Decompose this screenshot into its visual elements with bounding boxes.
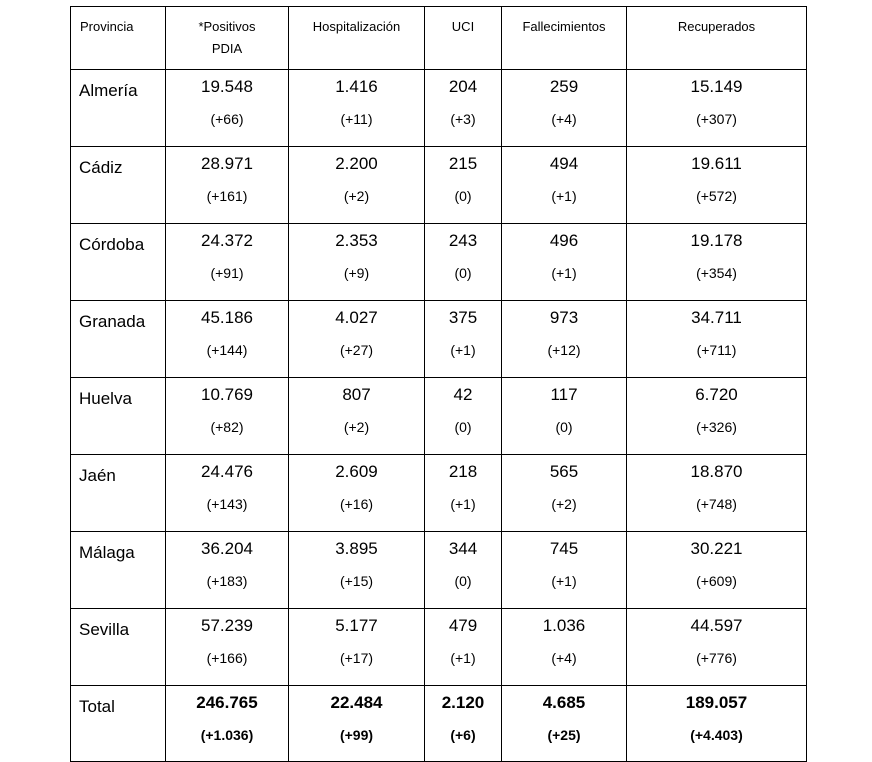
positivos-value: 19.548 xyxy=(201,77,253,96)
table-row xyxy=(71,455,807,532)
hospitalizacion-value: 3.895 xyxy=(335,539,378,558)
uci-value: 215 xyxy=(448,154,478,173)
uci-change: (0) xyxy=(454,573,472,589)
recuperados-cell xyxy=(627,609,807,686)
fallecimientos-change: (0) xyxy=(555,419,573,435)
fallecimientos-cell xyxy=(502,224,627,301)
province-name: Sevilla xyxy=(71,609,166,686)
recuperados-cell xyxy=(627,686,807,762)
positivos-cell xyxy=(166,455,289,532)
recuperados-cell xyxy=(627,70,807,147)
fallecimientos-value: 1.036 xyxy=(542,616,586,635)
uci-value: 42 xyxy=(453,385,473,404)
positivos-value: 246.765 xyxy=(196,693,258,712)
hospitalizacion-value: 4.027 xyxy=(335,308,378,327)
recuperados-cell xyxy=(627,455,807,532)
province-name: Almería xyxy=(71,70,166,147)
positivos-value: 24.372 xyxy=(201,231,253,250)
uci-cell xyxy=(425,147,502,224)
uci-value: 344 xyxy=(448,539,478,558)
recuperados-cell xyxy=(627,532,807,609)
header-uci: UCI xyxy=(425,7,502,70)
recuperados-change: (+572) xyxy=(696,188,737,204)
uci-change: (0) xyxy=(454,265,472,281)
recuperados-change: (+326) xyxy=(696,419,737,435)
fallecimientos-value: 259 xyxy=(549,77,579,96)
recuperados-value: 15.149 xyxy=(690,77,743,96)
total-row xyxy=(71,686,807,762)
uci-cell xyxy=(425,378,502,455)
hospitalizacion-change: (+17) xyxy=(339,650,374,666)
fallecimientos-cell xyxy=(502,70,627,147)
uci-value: 479 xyxy=(448,616,478,635)
hospitalizacion-cell xyxy=(289,532,425,609)
uci-cell xyxy=(425,609,502,686)
recuperados-value: 189.057 xyxy=(685,693,748,712)
uci-cell xyxy=(425,301,502,378)
covid-andalucia-table xyxy=(70,6,807,762)
positivos-cell xyxy=(166,224,289,301)
header-provincia: Provincia xyxy=(71,7,166,70)
hospitalizacion-value: 807 xyxy=(342,385,371,404)
fallecimientos-cell xyxy=(502,686,627,762)
uci-value: 204 xyxy=(448,77,478,96)
recuperados-cell xyxy=(627,147,807,224)
hospitalizacion-cell xyxy=(289,455,425,532)
positivos-cell xyxy=(166,686,289,762)
hospitalizacion-value: 2.353 xyxy=(335,231,378,250)
positivos-change: (+166) xyxy=(206,650,248,666)
hospitalizacion-value: 2.200 xyxy=(335,154,378,173)
uci-value: 375 xyxy=(448,308,478,327)
uci-cell xyxy=(425,455,502,532)
uci-cell xyxy=(425,224,502,301)
header-positivos-line2: PDIA xyxy=(211,41,243,56)
fallecimientos-change: (+1) xyxy=(551,188,577,204)
positivos-change: (+161) xyxy=(206,188,248,204)
uci-change: (+1) xyxy=(450,342,476,358)
recuperados-value: 44.597 xyxy=(690,616,743,635)
hospitalizacion-change: (+9) xyxy=(343,265,370,281)
hospitalizacion-value: 5.177 xyxy=(335,616,378,635)
uci-change: (0) xyxy=(454,419,472,435)
province-name: Cádiz xyxy=(71,147,166,224)
positivos-change: (+91) xyxy=(210,265,244,281)
fallecimientos-change: (+25) xyxy=(547,727,581,743)
uci-cell xyxy=(425,532,502,609)
recuperados-value: 19.178 xyxy=(690,231,743,250)
positivos-change: (+144) xyxy=(206,342,248,358)
recuperados-cell xyxy=(627,378,807,455)
uci-value: 218 xyxy=(448,462,478,481)
table-row xyxy=(71,70,807,147)
recuperados-value: 34.711 xyxy=(691,308,742,327)
positivos-cell xyxy=(166,609,289,686)
uci-value: 243 xyxy=(448,231,478,250)
recuperados-cell xyxy=(627,224,807,301)
uci-change: (+6) xyxy=(450,727,476,743)
recuperados-value: 30.221 xyxy=(690,539,743,558)
uci-value: 2.120 xyxy=(441,693,485,712)
header-recuperados: Recuperados xyxy=(627,7,807,70)
hospitalizacion-value: 1.416 xyxy=(335,77,378,96)
fallecimientos-value: 565 xyxy=(549,462,579,481)
uci-change: (+1) xyxy=(450,650,476,666)
positivos-value: 57.239 xyxy=(201,616,253,635)
province-name: Jaén xyxy=(71,455,166,532)
recuperados-value: 6.720 xyxy=(695,385,738,404)
fallecimientos-cell xyxy=(502,378,627,455)
table-row xyxy=(71,224,807,301)
hospitalizacion-cell xyxy=(289,301,425,378)
fallecimientos-cell xyxy=(502,609,627,686)
recuperados-change: (+711) xyxy=(696,342,737,358)
uci-change: (0) xyxy=(454,188,472,204)
positivos-cell xyxy=(166,301,289,378)
uci-change: (+1) xyxy=(450,496,476,512)
uci-change: (+3) xyxy=(450,111,476,127)
table-row xyxy=(71,378,807,455)
recuperados-change: (+609) xyxy=(696,573,737,589)
hospitalizacion-change: (+11) xyxy=(340,111,373,127)
table-row xyxy=(71,147,807,224)
hospitalizacion-change: (+99) xyxy=(339,727,374,743)
hospitalizacion-change: (+2) xyxy=(343,419,370,435)
recuperados-cell xyxy=(627,301,807,378)
positivos-change: (+66) xyxy=(210,111,244,127)
uci-cell xyxy=(425,70,502,147)
header-positivos-line1: *Positivos xyxy=(198,19,256,34)
fallecimientos-cell xyxy=(502,532,627,609)
uci-cell xyxy=(425,686,502,762)
hospitalizacion-cell xyxy=(289,609,425,686)
positivos-cell xyxy=(166,378,289,455)
recuperados-change: (+4.403) xyxy=(690,727,743,743)
recuperados-change: (+354) xyxy=(696,265,737,281)
header-row xyxy=(71,7,807,70)
recuperados-change: (+748) xyxy=(696,496,737,512)
positivos-cell xyxy=(166,532,289,609)
recuperados-value: 19.611 xyxy=(691,154,742,173)
hospitalizacion-cell xyxy=(289,147,425,224)
fallecimientos-value: 496 xyxy=(549,231,579,250)
fallecimientos-value: 973 xyxy=(549,308,579,327)
fallecimientos-value: 117 xyxy=(550,385,578,404)
positivos-change: (+82) xyxy=(210,419,244,435)
province-name: Málaga xyxy=(71,532,166,609)
hospitalizacion-change: (+27) xyxy=(339,342,374,358)
positivos-value: 36.204 xyxy=(201,539,253,558)
province-name: Huelva xyxy=(71,378,166,455)
fallecimientos-change: (+2) xyxy=(551,496,577,512)
positivos-value: 28.971 xyxy=(201,154,253,173)
header-fallecimientos: Fallecimientos xyxy=(502,7,627,70)
positivos-value: 45.186 xyxy=(201,308,253,327)
table-row xyxy=(71,301,807,378)
header-positivos xyxy=(166,7,289,70)
fallecimientos-cell xyxy=(502,301,627,378)
fallecimientos-value: 745 xyxy=(549,539,579,558)
fallecimientos-value: 4.685 xyxy=(542,693,586,712)
recuperados-value: 18.870 xyxy=(690,462,743,481)
header-hospitalizacion: Hospitalización xyxy=(289,7,425,70)
fallecimientos-change: (+1) xyxy=(551,573,577,589)
fallecimientos-change: (+4) xyxy=(551,111,577,127)
province-name: Córdoba xyxy=(71,224,166,301)
fallecimientos-change: (+1) xyxy=(551,265,577,281)
positivos-change: (+143) xyxy=(206,496,248,512)
hospitalizacion-change: (+2) xyxy=(343,188,370,204)
province-name: Granada xyxy=(71,301,166,378)
fallecimientos-cell xyxy=(502,455,627,532)
hospitalizacion-cell xyxy=(289,70,425,147)
positivos-change: (+183) xyxy=(206,573,248,589)
hospitalizacion-change: (+15) xyxy=(339,573,374,589)
province-name: Total xyxy=(71,686,166,762)
hospitalizacion-value: 2.609 xyxy=(335,462,378,481)
recuperados-change: (+776) xyxy=(696,650,737,666)
table-row xyxy=(71,532,807,609)
fallecimientos-change: (+4) xyxy=(551,650,577,666)
positivos-cell xyxy=(166,147,289,224)
recuperados-change: (+307) xyxy=(696,111,737,127)
hospitalizacion-cell xyxy=(289,378,425,455)
positivos-change: (+1.036) xyxy=(200,727,254,743)
hospitalizacion-value: 22.484 xyxy=(330,693,383,712)
fallecimientos-change: (+12) xyxy=(547,342,581,358)
positivos-value: 10.769 xyxy=(201,385,253,404)
hospitalizacion-change: (+16) xyxy=(339,496,374,512)
fallecimientos-cell xyxy=(502,147,627,224)
hospitalizacion-cell xyxy=(289,224,425,301)
hospitalizacion-cell xyxy=(289,686,425,762)
table-row xyxy=(71,609,807,686)
fallecimientos-value: 494 xyxy=(549,154,579,173)
positivos-cell xyxy=(166,70,289,147)
positivos-value: 24.476 xyxy=(201,462,253,481)
